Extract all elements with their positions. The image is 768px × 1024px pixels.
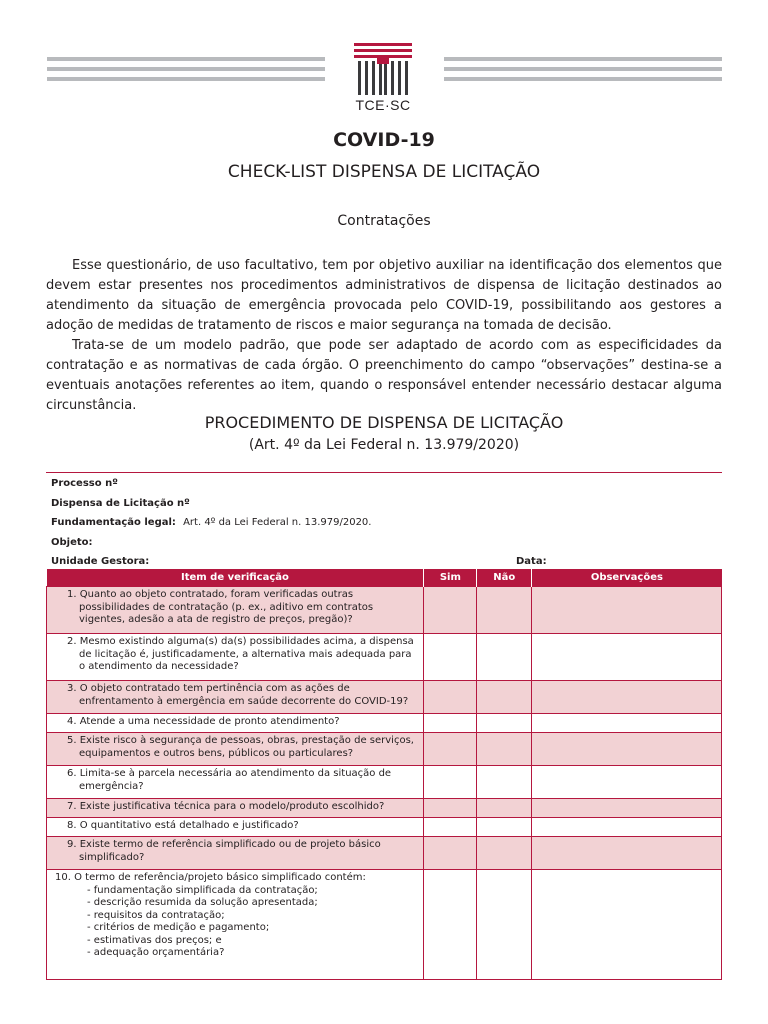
nao-cell[interactable]: [477, 766, 532, 799]
intro-text: [46, 256, 722, 416]
observacoes-cell[interactable]: [532, 681, 722, 714]
procedure-title: PROCEDIMENTO DE DISPENSA DE LICITAÇÃO: [204, 413, 564, 432]
sim-cell[interactable]: [424, 634, 477, 681]
item-cell: [47, 837, 424, 870]
field-processo[interactable]: [51, 474, 721, 494]
sub-item: - adequação orçamentária?: [87, 947, 225, 958]
item-number: 4.: [67, 716, 77, 727]
table-row: [47, 799, 722, 818]
header-stripes-left: [47, 57, 325, 87]
table-row: [47, 818, 722, 837]
table-row: [47, 733, 722, 766]
item-text: O quantitativo está detalhado e justificado?: [79, 820, 299, 831]
nao-cell[interactable]: [477, 818, 532, 837]
item-cell: [47, 766, 424, 799]
field-label: Unidade Gestora:: [51, 556, 150, 567]
item-cell: [47, 714, 424, 733]
field-fundamentacao[interactable]: [51, 513, 721, 533]
item-text: O termo de referência/projeto básico simplificado contém:: [74, 872, 366, 883]
nao-cell[interactable]: [477, 714, 532, 733]
table-row: [47, 681, 722, 714]
observacoes-cell[interactable]: [532, 766, 722, 799]
column-header-sim: Sim: [424, 569, 477, 587]
intro-paragraph: Trata-se de um modelo padrão, que pode ser adaptado de acordo com as especificidades da contratação e as normativas de cada órgão. O preenchimento do campo “observações” destina-se a eventuais anotações referentes ao item, quando o responsável entender necessário destacar alguma circunstância.: [46, 338, 722, 413]
logo-text: TCE·SC: [355, 97, 411, 113]
item-cell: [47, 870, 424, 980]
section-title: Contratações: [337, 213, 431, 229]
observacoes-cell[interactable]: [532, 733, 722, 766]
nao-cell[interactable]: [477, 837, 532, 870]
sim-cell[interactable]: [424, 870, 477, 980]
item-text: Existe justificativa técnica para o modelo/produto escolhido?: [79, 801, 385, 812]
field-label: Processo nº: [51, 478, 118, 489]
table-row: [47, 837, 722, 870]
table-row: [47, 766, 722, 799]
field-label: Dispensa de Licitação nº: [51, 497, 190, 509]
item-number: 9.: [67, 839, 77, 850]
item-number: 2.: [67, 636, 77, 647]
sim-cell[interactable]: [424, 766, 477, 799]
observacoes-cell[interactable]: [532, 837, 722, 870]
item-text: Existe risco à segurança de pessoas, obras, prestação de serviços, equipamentos e outros bens, públicos ou particulares?: [79, 735, 414, 759]
observacoes-cell[interactable]: [532, 634, 722, 681]
column-header-item: Item de verificação: [47, 569, 424, 587]
page-title: COVID-19: [333, 129, 435, 151]
field-value: Art. 4º da Lei Federal n. 13.979/2020.: [183, 517, 372, 528]
item-cell: [47, 634, 424, 681]
sim-cell[interactable]: [424, 837, 477, 870]
item-text: Existe termo de referência simplificado ou de projeto básico simplificado?: [79, 839, 381, 863]
field-label: Objeto:: [51, 536, 93, 548]
item-text: Quanto ao objeto contratado, foram verificadas outras possibilidades de contratação (p. ex., aditivo em contratos vigentes, adesão a ata de registro de preços, pregão)?: [79, 589, 374, 625]
sub-item: - estimativas dos preços; e: [87, 934, 222, 946]
observacoes-cell[interactable]: [532, 870, 722, 980]
item-number: 10.: [55, 872, 71, 883]
sub-item: - requisitos da contratação;: [87, 909, 225, 921]
item-number: 5.: [67, 735, 77, 746]
observacoes-cell[interactable]: [532, 799, 722, 818]
item-number: 7.: [67, 801, 77, 812]
item-cell: [47, 587, 424, 634]
procedure-subtitle: (Art. 4º da Lei Federal n. 13.979/2020): [248, 437, 520, 453]
sim-cell[interactable]: [424, 714, 477, 733]
nao-cell[interactable]: [477, 587, 532, 634]
item-number: 6.: [67, 768, 77, 779]
sub-item: - descrição resumida da solução apresentada;: [87, 897, 318, 908]
item-text: Atende a uma necessidade de pronto atendimento?: [79, 716, 340, 727]
observacoes-cell[interactable]: [532, 587, 722, 634]
nao-cell[interactable]: [477, 634, 532, 681]
item-number: 3.: [67, 683, 77, 694]
table-row: [47, 870, 722, 980]
header-stripes-right: [444, 57, 722, 87]
item-cell: [47, 818, 424, 837]
item-cell: [47, 799, 424, 818]
sub-item: - critérios de medição e pagamento;: [87, 922, 270, 933]
item-cell: [47, 681, 424, 714]
field-objeto[interactable]: [51, 533, 721, 553]
item-number: 8.: [67, 820, 77, 831]
field-data-label: Data:: [516, 556, 547, 567]
page-subtitle: CHECK-LIST DISPENSA DE LICITAÇÃO: [227, 162, 541, 182]
item-text: Limita-se à parcela necessária ao atendimento da situação de emergência?: [79, 768, 392, 792]
form-fields: [51, 474, 721, 572]
column-header-nao: Não: [477, 569, 532, 587]
nao-cell[interactable]: [477, 870, 532, 980]
sub-item: - fundamentação simplificada da contratação;: [87, 884, 318, 896]
table-header-row: [47, 569, 722, 587]
sim-cell[interactable]: [424, 587, 477, 634]
sim-cell[interactable]: [424, 733, 477, 766]
column-header-observacoes: Observações: [532, 569, 722, 587]
field-label: Fundamentação legal:: [51, 517, 176, 528]
observacoes-cell[interactable]: [532, 818, 722, 837]
observacoes-cell[interactable]: [532, 714, 722, 733]
item-cell: [47, 733, 424, 766]
table-row: [47, 587, 722, 634]
divider: [46, 472, 722, 473]
sim-cell[interactable]: [424, 799, 477, 818]
sim-cell[interactable]: [424, 681, 477, 714]
nao-cell[interactable]: [477, 799, 532, 818]
item-text: Mesmo existindo alguma(s) da(s) possibilidades acima, a dispensa de licitação é, justificadamente, a alternativa mais adequada para o atendimento da necessidade?: [79, 636, 414, 672]
item-number: 1.: [67, 589, 77, 600]
table-row: [47, 714, 722, 733]
item-text: O objeto contratado tem pertinência com as ações de enfrentamento à emergência em saúde decorrente do COVID-19?: [79, 683, 409, 707]
intro-paragraph: Esse questionário, de uso facultativo, tem por objetivo auxiliar na identificação dos elementos que devem estar presentes nos procedimentos administrativos de dispensa de licitação destinados ao atendimento da situação de emergência provocada pelo COVID-19, possibilitando aos gestores a adoção de medidas de tratamento de riscos e maior segurança na tomada de decisão.: [46, 258, 722, 333]
nao-cell[interactable]: [477, 681, 532, 714]
field-dispensa[interactable]: [51, 494, 721, 514]
table-row: [47, 634, 722, 681]
checklist-table: [46, 569, 722, 980]
nao-cell[interactable]: [477, 733, 532, 766]
sim-cell[interactable]: [424, 818, 477, 837]
